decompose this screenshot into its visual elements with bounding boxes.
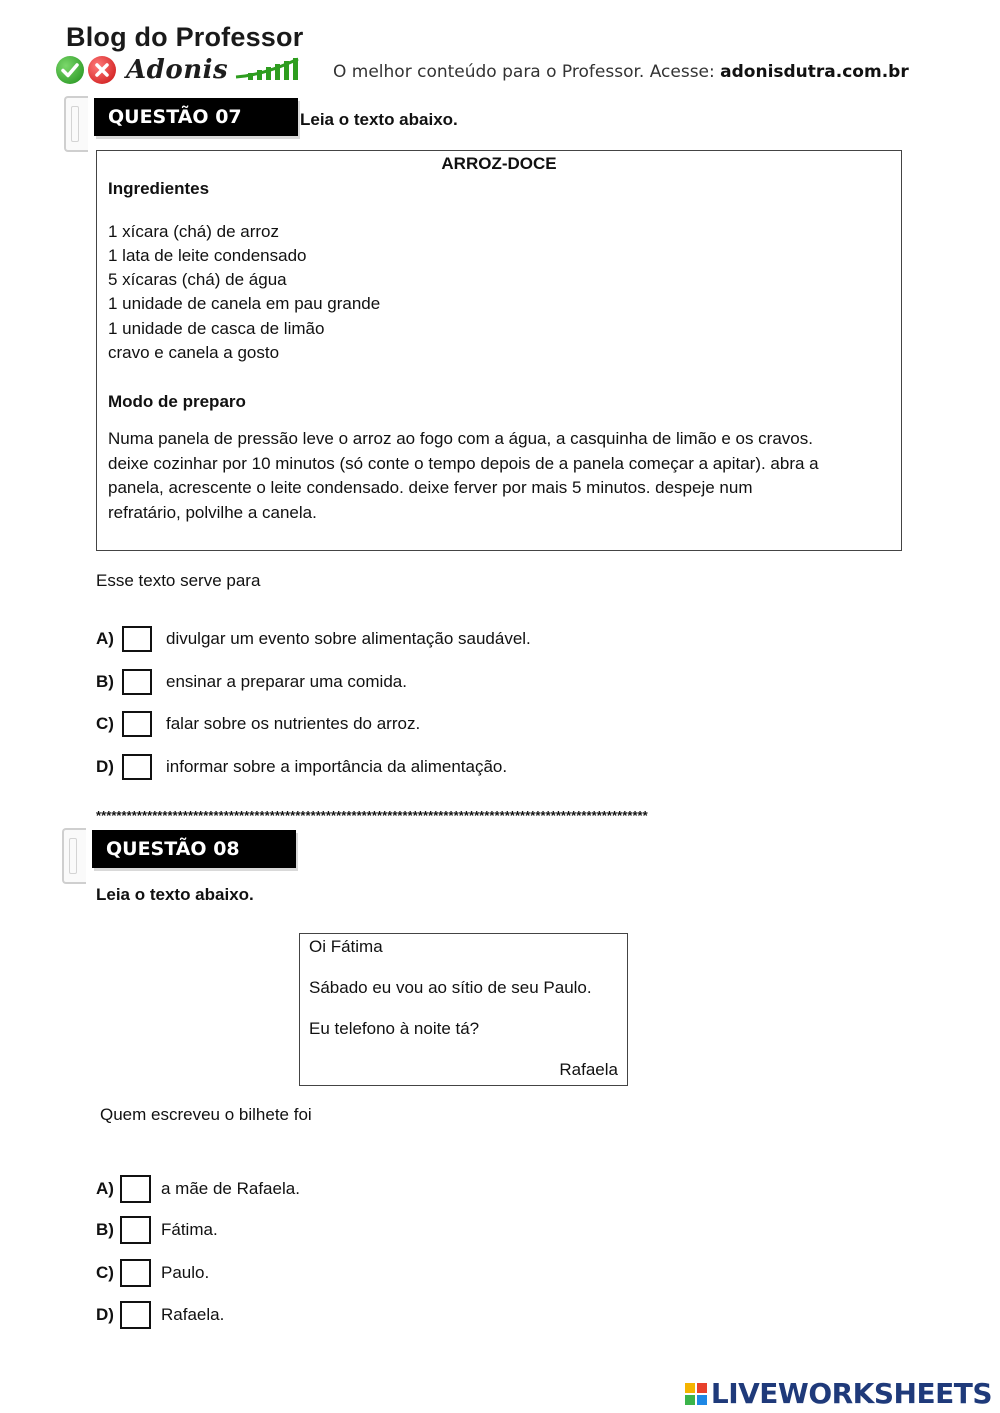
note-line: Oi Fátima — [309, 937, 383, 956]
option-text: Paulo. — [161, 1263, 210, 1282]
option-text: Rafaela. — [161, 1305, 225, 1324]
question-08-instruction: Leia o texto abaixo. — [96, 885, 254, 904]
ingredient-line: 1 unidade de canela em pau grande — [108, 294, 381, 313]
note-line: Eu telefono à noite tá? — [309, 1019, 480, 1038]
option-letter: C) — [96, 714, 114, 733]
tagline-text: O melhor conteúdo para o Professor. Acesse: — [333, 62, 721, 82]
ingredient-line: 5 xícaras (chá) de água — [108, 270, 287, 289]
q7-option-a-checkbox[interactable] — [122, 626, 152, 652]
liveworksheets-logo-icon — [685, 1383, 707, 1405]
question-08-tag: QUESTÃO 08 — [92, 830, 296, 868]
liveworksheets-brand[interactable] — [685, 1377, 992, 1410]
ingredient-line: 1 xícara (chá) de arroz — [108, 222, 280, 241]
q7-option-b — [96, 667, 407, 697]
option-letter: B) — [96, 672, 114, 691]
note-line: Sábado eu vou ao sítio de seu Paulo. — [309, 978, 592, 997]
q8-option-b-checkbox[interactable] — [120, 1216, 151, 1244]
q8-option-a-checkbox[interactable] — [120, 1175, 151, 1203]
q7-option-d — [96, 752, 507, 782]
option-text: falar sobre os nutrientes do arroz. — [166, 714, 421, 733]
recipe-title: ARROZ-DOCE — [441, 154, 557, 173]
prep-text — [108, 427, 894, 525]
question-07-tag: QUESTÃO 07 — [94, 98, 298, 136]
option-text: a mãe de Rafaela. — [161, 1179, 300, 1198]
question-07-stem: Esse texto serve para — [96, 571, 261, 590]
brand-name: Adonis — [126, 55, 229, 85]
tagline-site-link[interactable]: adonisdutra.com.br — [720, 62, 909, 82]
option-text: ensinar a preparar uma comida. — [166, 672, 407, 691]
signal-bars-icon — [234, 55, 302, 86]
ingredient-line: 1 lata de leite condensado — [108, 246, 307, 265]
q8-option-d — [96, 1300, 224, 1330]
q8-option-b — [96, 1215, 218, 1245]
x-circle-icon — [88, 56, 116, 84]
liveworksheets-text: LIVEWORKSHEETS — [710, 1377, 992, 1410]
prep-line: panela, acrescente o leite condensado. deixe ferver por mais 5 minutos. despeje num — [108, 478, 753, 497]
question-08-header — [62, 828, 322, 876]
option-letter: C) — [96, 1263, 114, 1282]
ingredient-line: cravo e canela a gosto — [108, 343, 280, 362]
recipe-box — [96, 150, 902, 551]
brand-logo — [56, 55, 302, 85]
option-letter: A) — [96, 1179, 114, 1198]
check-circle-icon — [56, 56, 84, 84]
option-letter: A) — [96, 629, 114, 648]
option-letter: D) — [96, 1305, 114, 1324]
option-letter: B) — [96, 1220, 114, 1239]
q7-option-a — [96, 624, 531, 654]
option-letter: D) — [96, 757, 114, 776]
q7-option-c-checkbox[interactable] — [122, 711, 152, 737]
option-text: divulgar um evento sobre alimentação saudável. — [166, 629, 531, 648]
question-08-stem: Quem escreveu o bilhete foi — [100, 1105, 312, 1124]
blog-title: Blog do Professor — [66, 22, 304, 52]
separator-stars: ************************************************************************************************************ — [96, 808, 648, 823]
question-07-instruction: Leia o texto abaixo. — [300, 110, 458, 129]
ingredient-line: 1 unidade de casca de limão — [108, 319, 325, 338]
tag-bracket-decoration — [62, 828, 86, 884]
tagline — [333, 62, 909, 82]
q8-option-c-checkbox[interactable] — [120, 1259, 151, 1287]
prep-heading: Modo de preparo — [108, 392, 246, 411]
question-07-header — [64, 96, 324, 144]
prep-line: Numa panela de pressão leve o arroz ao fogo com a água, a casquinha de limão e os cravos. — [108, 429, 813, 448]
q7-option-c — [96, 709, 420, 739]
q7-option-b-checkbox[interactable] — [122, 669, 152, 695]
q8-option-c — [96, 1258, 209, 1288]
q7-option-d-checkbox[interactable] — [122, 754, 152, 780]
ingredients-heading: Ingredientes — [108, 179, 210, 198]
option-text: informar sobre a importância da alimentação. — [166, 757, 508, 776]
q8-option-a — [96, 1174, 300, 1204]
option-text: Fátima. — [161, 1220, 218, 1239]
note-box — [299, 933, 628, 1086]
prep-line: deixe cozinhar por 10 minutos (só conte o tempo depois de a panela começar a apitar). abra a — [108, 453, 819, 473]
prep-line: refratário, polvilhe a canela. — [108, 502, 317, 522]
note-signature: Rafaela — [559, 1060, 618, 1079]
tag-bracket-decoration — [64, 96, 88, 152]
q8-option-d-checkbox[interactable] — [120, 1301, 151, 1329]
